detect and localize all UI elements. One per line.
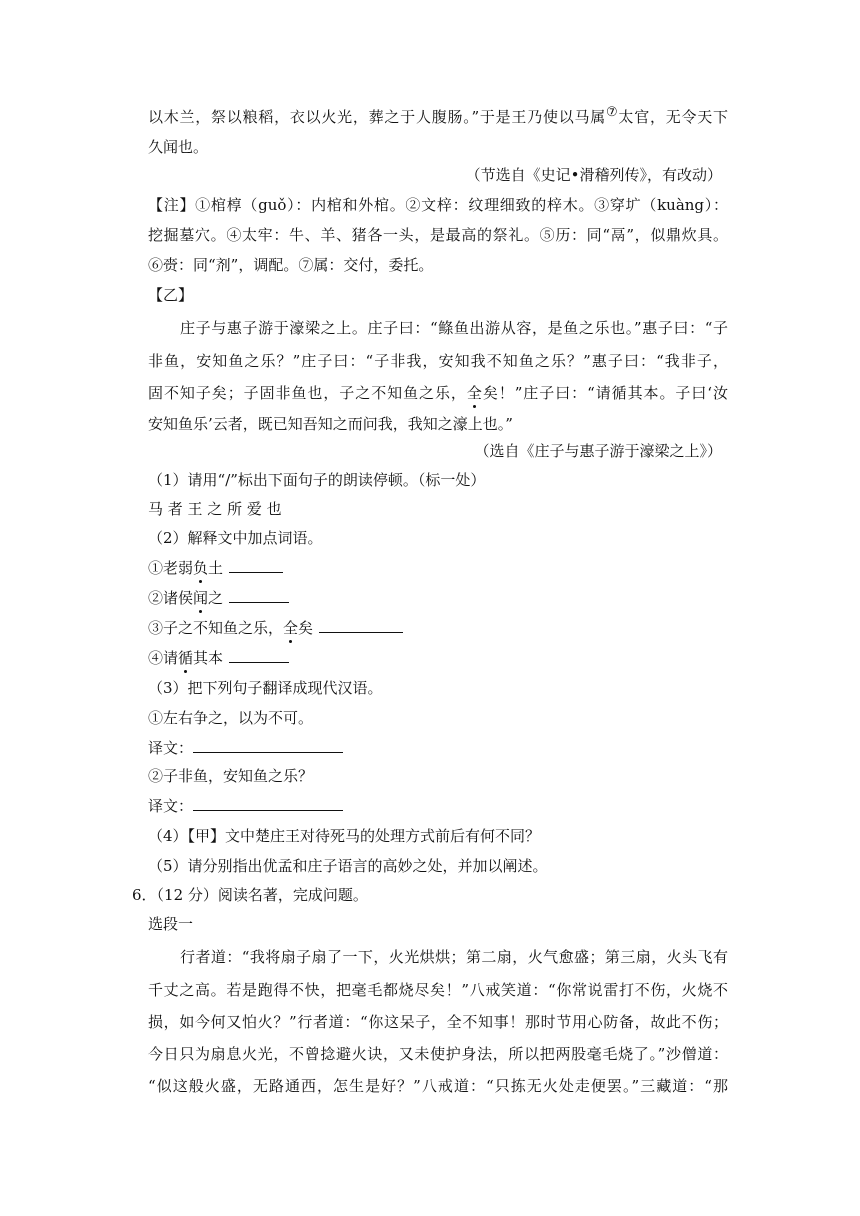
question-6-number: 6． [132,886,157,904]
q2-item-1: ①老弱负土 [148,558,283,578]
question-2: （2）解释文中加点词语。 [148,529,323,547]
source-yi: （选自《庄子与惠子游于濠梁之上》） [474,442,722,460]
passage-yi-line-1: 庄子与惠子游于濠梁之上。庄子曰：“鲦鱼出游从容，是鱼之乐也。”惠子曰：“子 [180,319,728,337]
answer-blank[interactable] [229,648,289,663]
passage-jia-line-1: 以木兰，祭以粮稻，衣以火光，葬之于人腹肠。”于是王乃使以马属⑦太官，无令天下 [148,105,728,126]
selection-1-label: 选段一 [148,915,194,933]
question-6 [132,885,368,905]
translation-blank[interactable] [193,796,343,811]
question-1-sentence: 马 者 王 之 所 爱 也 [148,500,282,518]
question-1: （1）请用“/”标出下面句子的朗读停顿。（标一处） [148,471,486,489]
question-3: （3）把下列句子翻译成现代汉语。 [148,679,383,697]
question-5: （5）请分别指出优孟和庄子语言的高妙之处，并加以阐述。 [148,857,548,875]
answer-blank[interactable] [229,588,289,603]
selection-1-line-2: 千丈之高。若是跑得不快，把毫毛都烧尽矣！”八戒笑道：“你常说雷打不伤，火烧不 [148,981,728,999]
passage-yi-line-2: 非鱼，安知鱼之乐？”庄子曰：“子非我，安知我不知鱼之乐？”惠子曰：“我非子， [148,352,728,370]
notes-line-2: 挖掘墓穴。④太牢：牛、羊、猪各一头，是最高的祭礼。⑤历：同“鬲”，似鼎炊具。 [148,226,728,244]
q2-item-3: ③子之不知鱼之乐，全矣 [148,618,403,638]
answer-blank[interactable] [229,558,283,573]
question-6-text: （12 分）阅读名著，完成问题。 [156,886,368,904]
question-4: （4）【甲】文中楚庄王对待死马的处理方式前后有何不同？ [148,827,541,845]
selection-1-line-5: “似这般火盛，无路通西，怎生是好？”八戒道：“只拣无火处走便罢。”三藏道：“那 [148,1077,728,1095]
q3-sentence-2: ②子非鱼，安知鱼之乐？ [148,767,314,785]
footnote-marker-7: ⑦ [606,105,618,120]
q3-translation-2: 译文： [148,796,343,816]
selection-1-line-3: 损，如今何又怕火？”行者道：“你这呆子，全不知事！那时节用心防备，故此不伤； [148,1013,728,1031]
q2-item-2: ②诸侯闻之 [148,588,289,608]
passage-yi-line-3: 固不知子矣；子固非鱼也，子之不知鱼之乐，全矣！”庄子曰：“请循其本。子曰‘汝 [148,384,728,402]
source-jia: （节选自《史记•滑稽列传》，有改动） [465,166,722,184]
q3-translation-1: 译文： [148,738,343,758]
notes-line-1: 【注】①棺椁（guǒ）：内棺和外棺。②文梓：纹理细致的梓木。③穿圹（kuàng）： [148,196,728,214]
q2-item-4: ④请循其本 [148,648,289,668]
passage-yi-line-4: 安知鱼乐’云者，既已知吾知之而问我，我知之濠上也。” [148,415,513,433]
passage-jia-line-2: 久闻也。 [148,138,209,156]
q3-sentence-1: ①左右争之，以为不可。 [148,709,314,727]
passage-yi-heading: 【乙】 [148,286,194,304]
selection-1-line-1: 行者道：“我将扇子扇了一下，火光烘烘；第二扇，火气愈盛；第三扇，火头飞有 [180,948,728,966]
selection-1-line-4: 今日只为扇息火光，不曾捻避火诀，又未使护身法，所以把两股毫毛烧了。”沙僧道： [148,1045,728,1063]
answer-blank[interactable] [319,618,403,633]
notes-line-3: ⑥赍：同“剂”，调配。⑦属：交付，委托。 [148,256,434,274]
translation-blank[interactable] [193,738,343,753]
dotted-char: 全 [466,384,482,402]
